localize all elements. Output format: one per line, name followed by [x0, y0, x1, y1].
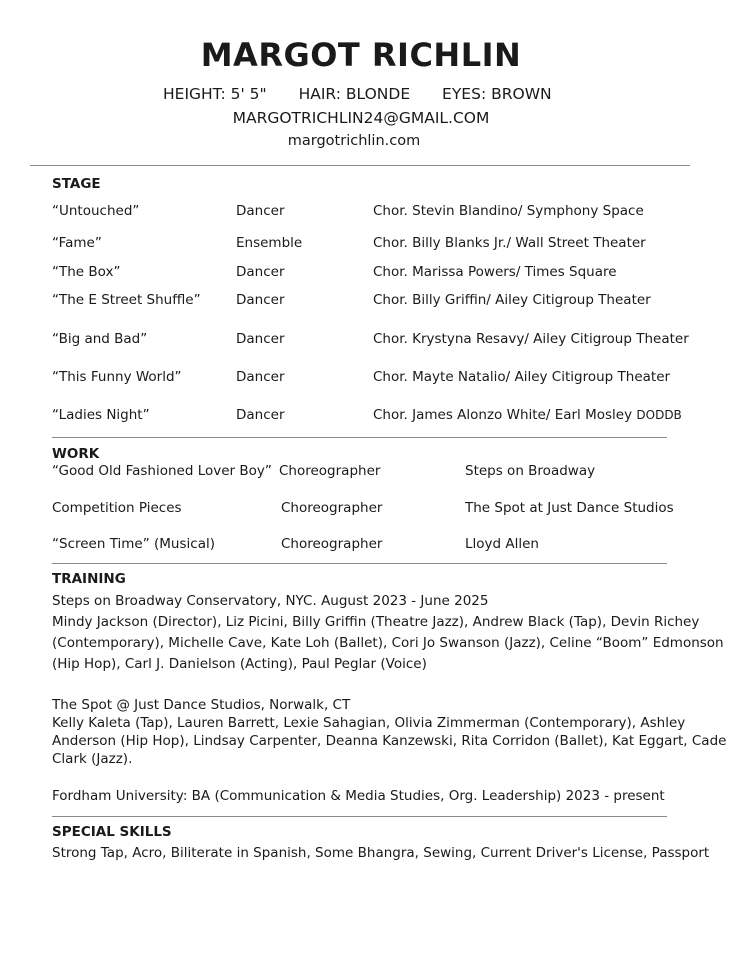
divider-work — [52, 563, 667, 564]
eyes-stat: EYES: BROWN — [442, 85, 552, 103]
training-line: (Hip Hop), Carl J. Danielson (Acting), Paul Peglar (Voice) — [52, 656, 427, 672]
training-line: Mindy Jackson (Director), Liz Picini, Billy Griffin (Theatre Jazz), Andrew Black (Tap), Devin Richey — [52, 614, 700, 630]
divider-stage — [52, 437, 667, 438]
training-fordham — [52, 787, 672, 805]
training-heading: TRAINING — [52, 571, 126, 587]
stage-credit-small: DODDB — [636, 408, 682, 422]
training-line: The Spot @ Just Dance Studios, Norwalk, CT — [52, 697, 351, 713]
work-venue: Steps on Broadway — [465, 463, 596, 479]
work-role: Choreographer — [281, 500, 383, 516]
stage-role: Dancer — [236, 292, 285, 308]
stage-role: Dancer — [236, 331, 285, 347]
email-address[interactable]: MARGOTRICHLIN24@GMAIL.COM — [232, 109, 490, 127]
work-venue: Lloyd Allen — [465, 536, 539, 552]
work-title: Competition Pieces — [52, 500, 182, 516]
stage-credit — [373, 407, 682, 423]
work-title: “Good Old Fashioned Lover Boy” — [52, 463, 272, 479]
stage-role: Dancer — [236, 203, 285, 219]
training-line: Steps on Broadway Conservatory, NYC. August 2023 - June 2025 — [52, 593, 489, 609]
stage-credit-main: Chor. James Alonzo White/ Earl Mosley — [373, 407, 633, 423]
stage-role: Dancer — [236, 407, 285, 423]
training-line: Anderson (Hip Hop), Lindsay Carpenter, Deanna Kanzewski, Rita Corridon (Ballet), Kat Eggart, Cade — [52, 733, 727, 749]
stage-title: “Big and Bad” — [52, 331, 148, 347]
physical-stats — [163, 85, 579, 103]
website-link[interactable]: margotrichlin.com — [287, 133, 421, 149]
work-role: Choreographer — [279, 463, 381, 479]
stage-credit: Chor. Billy Griffin/ Ailey Citigroup Theater — [373, 292, 651, 308]
stage-role: Dancer — [236, 369, 285, 385]
stage-credit: Chor. Krystyna Resavy/ Ailey Citigroup Theater — [373, 331, 689, 347]
stage-credit: Chor. Billy Blanks Jr./ Wall Street Theater — [373, 235, 646, 251]
stage-role: Ensemble — [236, 235, 303, 251]
divider-training — [52, 816, 667, 817]
height-stat: HEIGHT: 5' 5" — [163, 85, 267, 103]
stage-heading: STAGE — [52, 176, 101, 192]
training-spot-block — [52, 696, 727, 768]
training-line: Fordham University: BA (Communication & Media Studies, Org. Leadership) 2023 - present — [52, 788, 665, 804]
skills-text — [52, 844, 710, 862]
work-title: “Screen Time” (Musical) — [52, 536, 215, 552]
skills-line: Strong Tap, Acro, Biliterate in Spanish, Some Bhangra, Sewing, Current Driver's License, Passport — [52, 845, 710, 861]
stage-credit: Chor. Mayte Natalio/ Ailey Citigroup Theater — [373, 369, 671, 385]
stage-title: “The E Street Shuffle” — [52, 292, 201, 308]
work-heading: WORK — [52, 446, 100, 462]
divider-top — [30, 165, 690, 166]
stage-title: “The Box” — [52, 264, 121, 280]
training-steps-block — [52, 591, 724, 675]
stage-role: Dancer — [236, 264, 285, 280]
hair-stat: HAIR: BLONDE — [298, 85, 411, 103]
work-role: Choreographer — [281, 536, 383, 552]
stage-title: “This Funny World” — [52, 369, 182, 385]
stage-credit: Chor. Marissa Powers/ Times Square — [373, 264, 617, 280]
stage-title: “Untouched” — [52, 203, 140, 219]
training-line: Kelly Kaleta (Tap), Lauren Barrett, Lexie Sahagian, Olivia Zimmerman (Contemporary), Ashley — [52, 715, 686, 731]
stage-title: “Ladies Night” — [52, 407, 150, 423]
skills-heading: SPECIAL SKILLS — [52, 824, 172, 840]
work-venue: The Spot at Just Dance Studios — [465, 500, 674, 516]
training-line: (Contemporary), Michelle Cave, Kate Loh (Ballet), Cori Jo Swanson (Jazz), Celine “Boom” Edmonson — [52, 635, 724, 651]
training-line: Clark (Jazz). — [52, 751, 133, 767]
stage-credit: Chor. Stevin Blandino/ Symphony Space — [373, 203, 644, 219]
stage-title: “Fame” — [52, 235, 102, 251]
resume-name: MARGOT RICHLIN — [200, 36, 522, 74]
